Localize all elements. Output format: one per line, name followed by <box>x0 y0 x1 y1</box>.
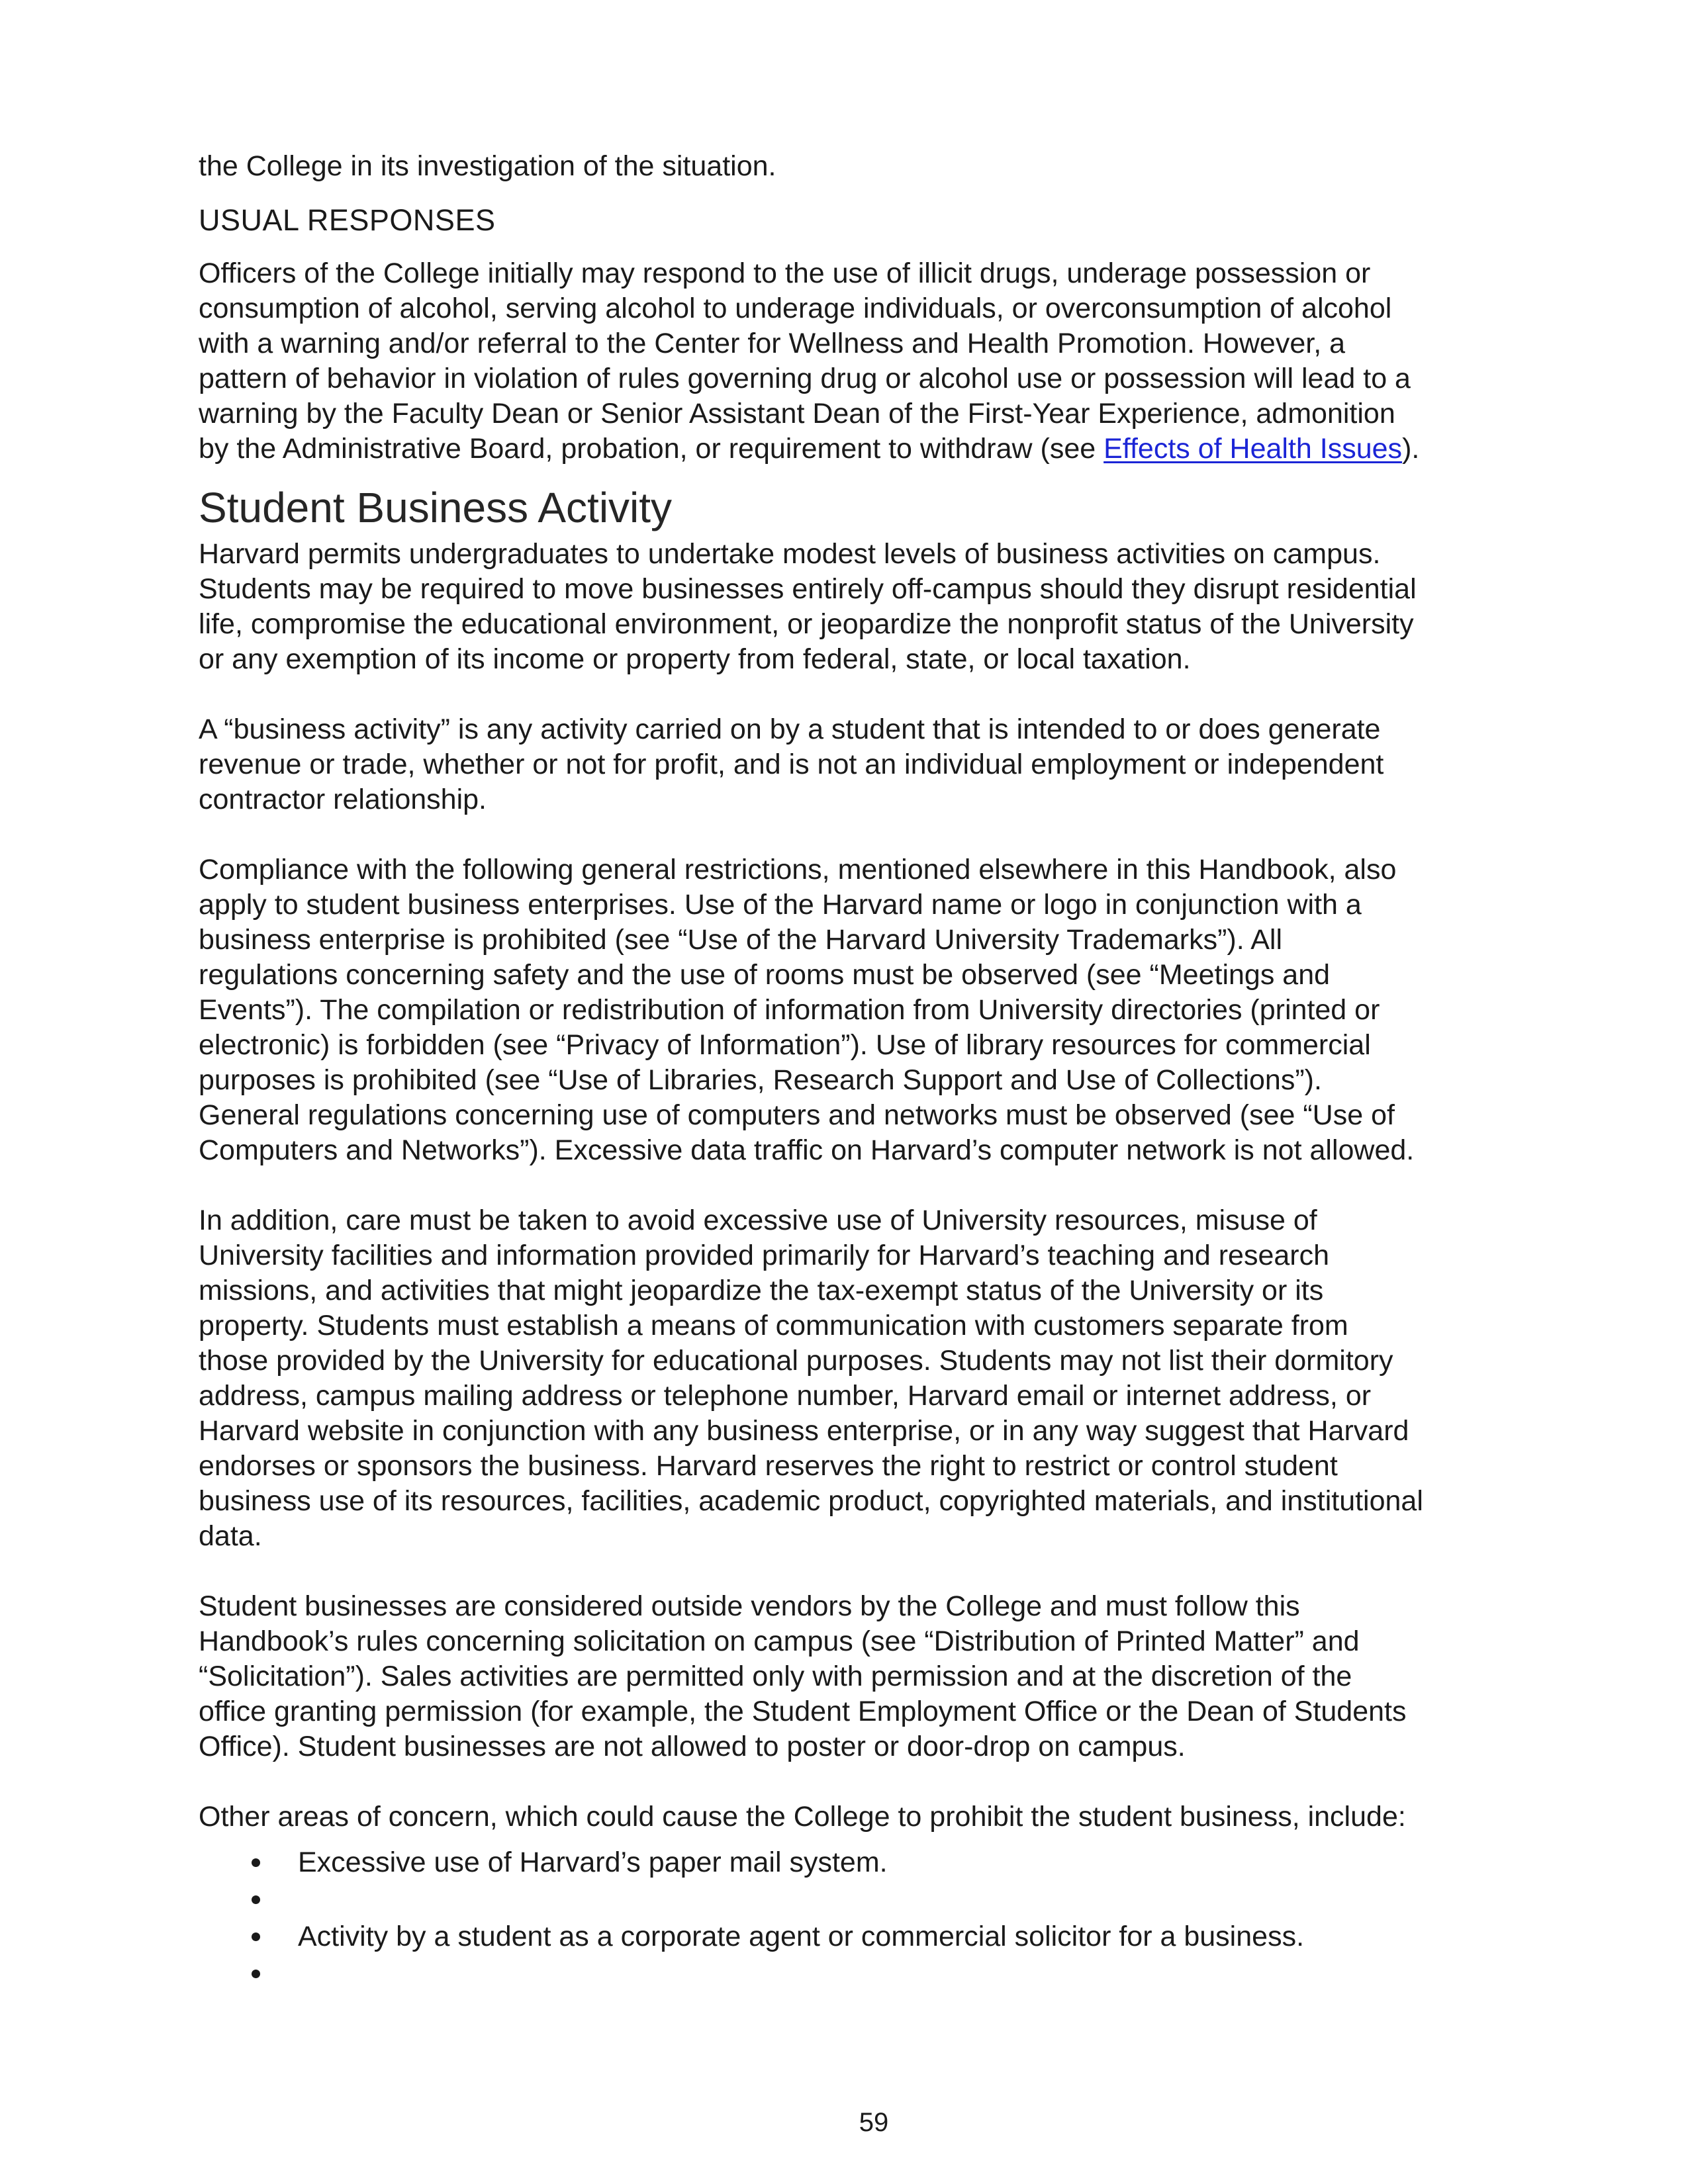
paragraph-line: Harvard permits undergraduates to undertake modest levels of business activities on campus. <box>199 538 1381 570</box>
paragraph-line: Harvard website in conjunction with any business enterprise, or in any way suggest that Harvard <box>199 1415 1409 1447</box>
intro-line: the College in its investigation of the situation. <box>199 150 776 182</box>
body-paragraph <box>199 537 1516 677</box>
paragraph-line: Handbook’s rules concerning solicitation on campus (see “Distribution of Printed Matter” and <box>199 1625 1360 1657</box>
body-paragraph <box>199 1799 1516 1835</box>
concern-list <box>199 1844 1516 1992</box>
paragraph-text: by the Administrative Board, probation, or requirement to withdraw (see <box>199 433 1104 465</box>
body-paragraphs <box>199 537 1516 1835</box>
list-item-text: Activity by a student as a corporate agent or commercial solicitor for a business. <box>298 1921 1305 1952</box>
usual-responses-paragraph <box>199 256 1516 467</box>
paragraph-line: data. <box>199 1520 262 1552</box>
list-item <box>199 1918 1516 1955</box>
paragraph-line: Compliance with the following general restrictions, mentioned elsewhere in this Handbook, also <box>199 854 1397 886</box>
list-item <box>199 1881 1516 1918</box>
bullet-icon <box>252 1933 260 1941</box>
paragraph-line: General regulations concerning use of computers and networks must be observed (see “Use of <box>199 1099 1395 1131</box>
paragraph-line: University facilities and information provided primarily for Harvard’s teaching and research <box>199 1240 1330 1271</box>
paragraph-line: or any exemption of its income or property from federal, state, or local taxation. <box>199 643 1191 675</box>
paragraph-line: warning by the Faculty Dean or Senior Assistant Dean of the First-Year Experience, admonition <box>199 398 1395 430</box>
paragraph-line: business enterprise is prohibited (see “Use of the Harvard University Trademarks”). All <box>199 924 1283 956</box>
paragraph-line: pattern of behavior in violation of rules governing drug or alcohol use or possession will lead to a <box>199 363 1411 394</box>
paragraph-line: office granting permission (for example, the Student Employment Office or the Dean of Students <box>199 1696 1407 1727</box>
effects-of-health-issues-link[interactable]: Effects of Health Issues <box>1103 433 1403 465</box>
body-paragraph <box>199 1203 1516 1554</box>
body-paragraph <box>199 712 1516 817</box>
paragraph-line: apply to student business enterprises. Use of the Harvard name or logo in conjunction with a <box>199 889 1362 921</box>
usual-responses-heading: USUAL RESPONSES <box>199 203 496 237</box>
paragraph-line: Office). Student businesses are not allowed to poster or door-drop on campus. <box>199 1731 1186 1762</box>
paragraph-line: life, compromise the educational environment, or jeopardize the nonprofit status of the University <box>199 608 1414 640</box>
list-item-text: Excessive use of Harvard’s paper mail system. <box>298 1846 888 1878</box>
paragraph-line: business use of its resources, facilities, academic product, copyrighted materials, and institutional <box>199 1485 1423 1517</box>
paragraph-line: with a warning and/or referral to the Center for Wellness and Health Promotion. However, a <box>199 328 1346 359</box>
paragraph-line: contractor relationship. <box>199 784 487 815</box>
paragraph-line: regulations concerning safety and the use of rooms must be observed (see “Meetings and <box>199 959 1331 991</box>
paragraph-line: address, campus mailing address or telephone number, Harvard email or internet address, or <box>199 1380 1372 1412</box>
paragraph-line: property. Students must establish a means of communication with customers separate from <box>199 1310 1348 1342</box>
body-paragraph <box>199 1589 1516 1764</box>
paragraph-line: those provided by the University for educational purposes. Students may not list their dormitory <box>199 1345 1393 1377</box>
paragraph-line: Officers of the College initially may respond to the use of illicit drugs, underage possession or <box>199 257 1371 289</box>
bullet-icon <box>252 1858 260 1867</box>
bullet-icon <box>252 1895 260 1904</box>
paragraph-line: In addition, care must be taken to avoid excessive use of University resources, misuse of <box>199 1205 1317 1236</box>
paragraph-text: ). <box>1402 433 1420 465</box>
document-page <box>199 149 1516 1992</box>
paragraph-line: Events”). The compilation or redistribution of information from University directories (printed or <box>199 994 1380 1026</box>
page-number: 59 <box>859 2108 889 2137</box>
paragraph-line: Computers and Networks”). Excessive data traffic on Harvard’s computer network is not allowed. <box>199 1134 1415 1166</box>
section-heading: Student Business Activity <box>199 484 673 531</box>
paragraph-line: revenue or trade, whether or not for profit, and is not an individual employment or independent <box>199 749 1384 780</box>
paragraph-line <box>199 432 1516 467</box>
paragraph-line: missions, and activities that might jeopardize the tax-exempt status of the University or its <box>199 1275 1324 1306</box>
paragraph-line: “Solicitation”). Sales activities are permitted only with permission and at the discretion of the <box>199 1661 1352 1692</box>
paragraph-line: Other areas of concern, which could cause the College to prohibit the student business, include: <box>199 1801 1406 1833</box>
paragraph-line: A “business activity” is any activity carried on by a student that is intended to or does generate <box>199 713 1381 745</box>
paragraph-line: consumption of alcohol, serving alcohol to underage individuals, or overconsumption of alcohol <box>199 293 1392 324</box>
bullet-icon <box>252 1970 260 1978</box>
paragraph-line: endorses or sponsors the business. Harvard reserves the right to restrict or control student <box>199 1450 1338 1482</box>
body-paragraph <box>199 852 1516 1168</box>
paragraph-line: electronic) is forbidden (see “Privacy of Information”). Use of library resources for commercial <box>199 1029 1371 1061</box>
paragraph-line: Student businesses are considered outside vendors by the College and must follow this <box>199 1590 1300 1622</box>
paragraph-line: purposes is prohibited (see “Use of Libraries, Research Support and Use of Collections”). <box>199 1064 1322 1096</box>
paragraph-line: Students may be required to move businesses entirely off-campus should they disrupt residential <box>199 573 1417 605</box>
list-item <box>199 1844 1516 1881</box>
list-item <box>199 1955 1516 1992</box>
